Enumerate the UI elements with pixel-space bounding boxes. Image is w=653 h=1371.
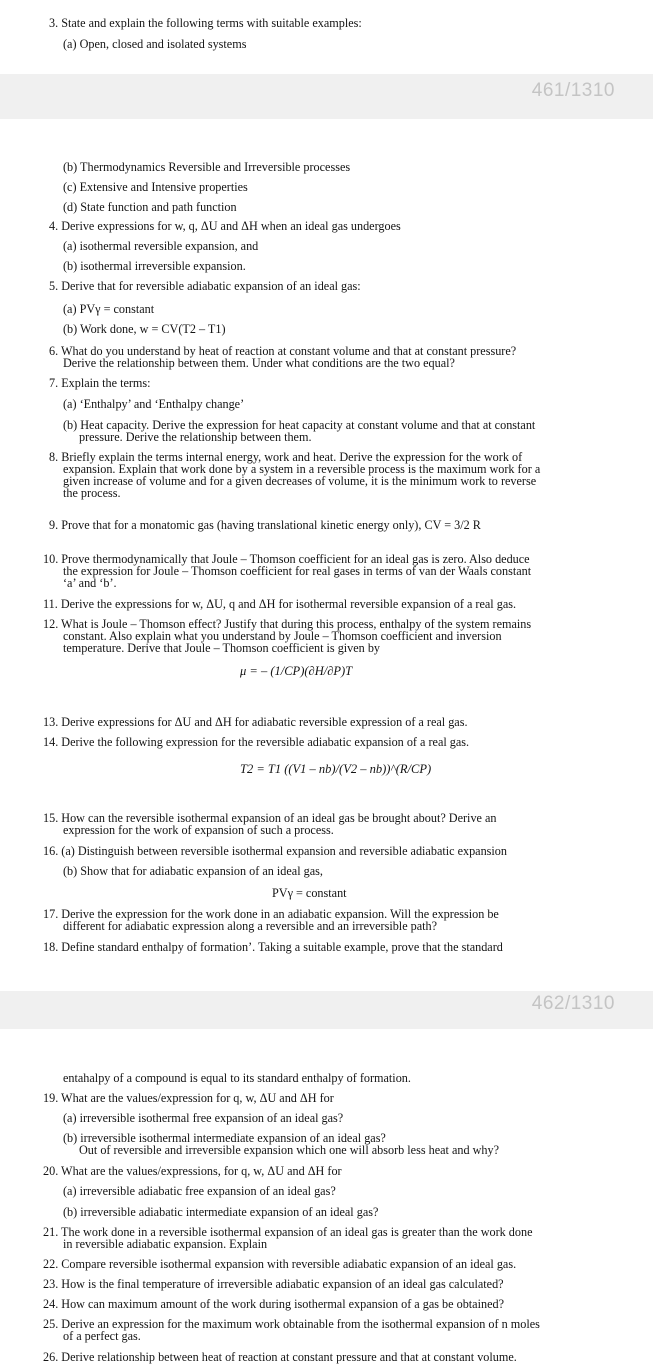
question-10-cont2: ‘a’ and ‘b’. bbox=[63, 576, 117, 590]
question-17-cont: different for adiabatic expression along a reversible and an irreversible path? bbox=[63, 919, 438, 933]
question-24: 24. How can maximum amount of the work during isothermal expansion of a gas be obtained? bbox=[43, 1297, 504, 1311]
page-separator bbox=[0, 991, 653, 1029]
question-5: 5. Derive that for reversible adiabatic expansion of an ideal gas: bbox=[49, 279, 361, 293]
question-18: 18. Define standard enthalpy of formation’. Taking a suitable example, prove that the standard bbox=[43, 940, 503, 954]
joule-thomson-equation: μ = – (1/CP)(∂H/∂P)T bbox=[240, 664, 353, 678]
question-15-cont: expression for the work of expansion of such a process. bbox=[63, 823, 334, 837]
page-461 bbox=[0, 0, 653, 74]
question-3b: (b) Thermodynamics Reversible and Irreversible processes bbox=[63, 160, 351, 174]
question-19b-cont: Out of reversible and irreversible expansion which one will absorb less heat and why? bbox=[79, 1143, 500, 1157]
question-23: 23. How is the final temperature of irreversible adiabatic expansion of an ideal gas calculated? bbox=[43, 1277, 504, 1291]
question-7b: (b) Heat capacity. Derive the expression for heat capacity at constant volume and that at constant bbox=[63, 418, 536, 432]
question-4b: (b) isothermal irreversible expansion. bbox=[63, 259, 246, 273]
question-7a: (a) ‘Enthalpy’ and ‘Enthalpy change’ bbox=[63, 397, 245, 411]
question-3: 3. State and explain the following terms with suitable examples: bbox=[49, 16, 362, 30]
question-7: 7. Explain the terms: bbox=[49, 376, 151, 390]
question-5b: (b) Work done, w = CV(T2 – T1) bbox=[63, 322, 226, 336]
question-19: 19. What are the values/expression for q, w, ΔU and ΔH for bbox=[43, 1091, 334, 1105]
question-10-cont1: the expression for Joule – Thomson coefficient for real gases in terms of van der Waals constant bbox=[63, 564, 532, 578]
question-20a: (a) irreversible adiabatic free expansion of an ideal gas? bbox=[63, 1184, 336, 1198]
question-26: 26. Derive relationship between heat of reaction at constant pressure and that at constant volume. bbox=[43, 1350, 517, 1364]
question-16b: (b) Show that for adiabatic expansion of an ideal gas, bbox=[63, 864, 323, 878]
question-21: 21. The work done in a reversible isothermal expansion of an ideal gas is greater than the work done bbox=[43, 1225, 533, 1239]
question-16: 16. (a) Distinguish between reversible isothermal expansion and reversible adiabatic expansion bbox=[43, 844, 507, 858]
question-20: 20. What are the values/expressions, for q, w, ΔU and ΔH for bbox=[43, 1164, 342, 1178]
question-25-cont: of a perfect gas. bbox=[63, 1329, 141, 1343]
page-number-461: 461/1310 bbox=[531, 80, 615, 101]
question-19a: (a) irreversible isothermal free expansion of an ideal gas? bbox=[63, 1111, 344, 1125]
question-6: 6. What do you understand by heat of reaction at constant volume and that at constant pressure? bbox=[49, 344, 517, 358]
question-5a: (a) PVγ = constant bbox=[63, 302, 155, 316]
question-12: 12. What is Joule – Thomson effect? Justify that during this process, enthalpy of the system remains bbox=[43, 617, 532, 631]
question-4a: (a) isothermal reversible expansion, and bbox=[63, 239, 259, 253]
question-4: 4. Derive expressions for w, q, ΔU and ΔH when an ideal gas undergoes bbox=[49, 219, 401, 233]
question-8: 8. Briefly explain the terms internal energy, work and heat. Derive the expression for the work of bbox=[49, 450, 523, 464]
question-8-cont2: given increase of volume and for a given decreases of volume, it is the minimum work to reverse bbox=[63, 474, 537, 488]
question-13: 13. Derive expressions for ΔU and ΔH for adiabatic reversible expression of a real gas. bbox=[43, 715, 468, 729]
question-21-cont: in reversible adiabatic expansion. Explain bbox=[63, 1237, 268, 1251]
question-18-cont: entahalpy of a compound is equal to its standard enthalpy of formation. bbox=[63, 1071, 411, 1085]
question-6-cont: Derive the relationship between them. Under what conditions are the two equal? bbox=[63, 356, 455, 370]
page-number-462: 462/1310 bbox=[531, 993, 615, 1014]
question-7b-cont: pressure. Derive the relationship between them. bbox=[79, 430, 312, 444]
question-20b: (b) irreversible adiabatic intermediate expansion of an ideal gas? bbox=[63, 1205, 379, 1219]
question-10: 10. Prove thermodynamically that Joule – Thomson coefficient for an ideal gas is zero. Also deduce bbox=[43, 552, 530, 566]
question-25: 25. Derive an expression for the maximum work obtainable from the isothermal expansion of n moles bbox=[43, 1317, 540, 1331]
question-8-cont3: the process. bbox=[63, 486, 121, 500]
question-3c: (c) Extensive and Intensive properties bbox=[63, 180, 248, 194]
question-17: 17. Derive the expression for the work done in an adiabatic expansion. Will the expression be bbox=[43, 907, 499, 921]
question-11: 11. Derive the expressions for w, ΔU, q and ΔH for isothermal reversible expansion of a real gas. bbox=[43, 597, 517, 611]
page-separator bbox=[0, 74, 653, 119]
question-22: 22. Compare reversible isothermal expansion with reversible adiabatic expansion of an ideal gas. bbox=[43, 1257, 517, 1271]
question-12-cont2: temperature. Derive that Joule – Thomson coefficient is given by bbox=[63, 641, 381, 655]
question-14: 14. Derive the following expression for the reversible adiabatic expansion of a real gas. bbox=[43, 735, 470, 749]
question-3a: (a) Open, closed and isolated systems bbox=[63, 37, 247, 51]
adiabatic-temperature-equation: T2 = T1 ((V1 – nb)/(V2 – nb))^(R/CP) bbox=[240, 762, 432, 776]
question-15: 15. How can the reversible isothermal expansion of an ideal gas be brought about? Derive an bbox=[43, 811, 497, 825]
question-12-cont1: constant. Also explain what you understand by Joule – Thomson coefficient and inversion bbox=[63, 629, 502, 643]
question-3d: (d) State function and path function bbox=[63, 200, 237, 214]
question-9: 9. Prove that for a monatomic gas (having translational kinetic energy only), CV = 3/2 R bbox=[49, 518, 481, 532]
question-19b: (b) irreversible isothermal intermediate expansion of an ideal gas? bbox=[63, 1131, 386, 1145]
question-8-cont1: expansion. Explain that work done by a system in a reversible process is the maximum work for a bbox=[63, 462, 541, 476]
question-16b-equation: PVγ = constant bbox=[272, 886, 347, 900]
